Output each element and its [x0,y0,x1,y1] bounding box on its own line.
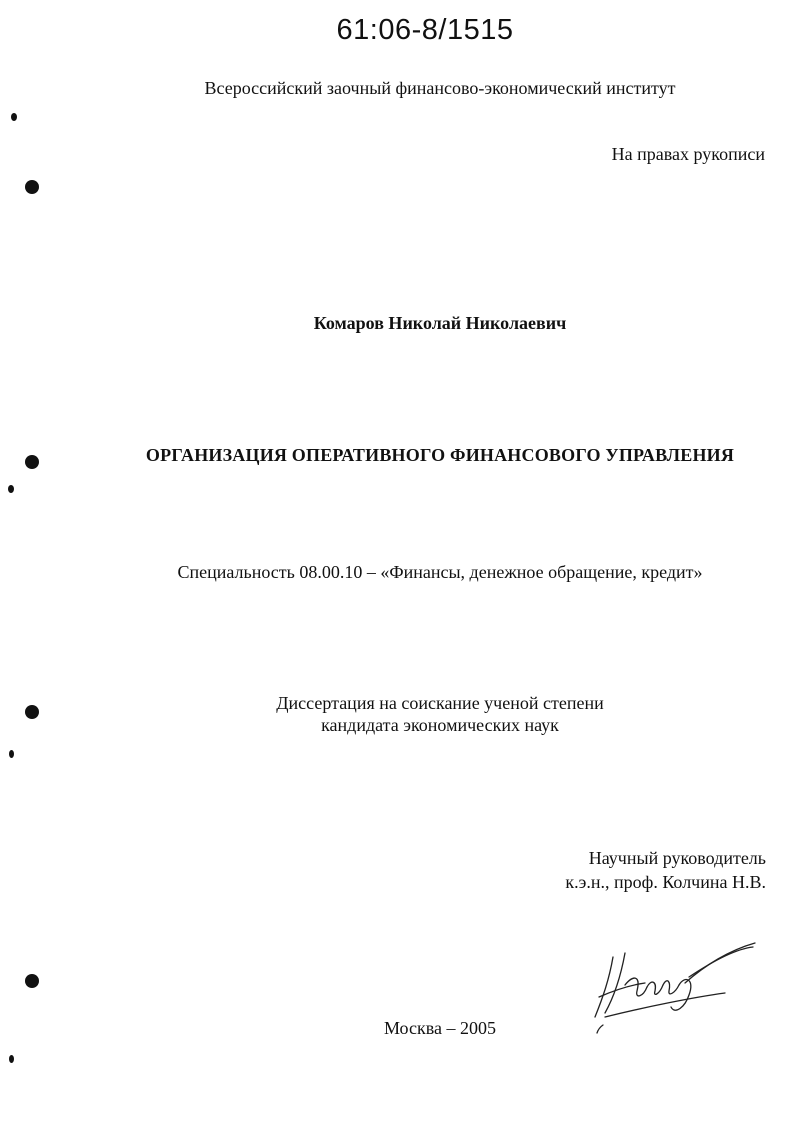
archive-stamp-number: 61:06-8/1515 [336,14,514,46]
supervisor-block [565,846,766,894]
supervisor-name: к.э.н., проф. Колчина Н.В. [565,872,766,892]
scan-mark-dot [9,1055,14,1063]
binding-hole-dot [25,974,39,988]
degree-line-2: кандидата экономических наук [321,715,559,735]
binding-hole-dot [25,705,39,719]
supervisor-role: Научный руководитель [588,848,766,868]
author-name: Комаров Николай Николаевич [313,313,567,333]
dissertation-title: ОРГАНИЗАЦИЯ ОПЕРАТИВНОГО ФИНАНСОВОГО УПРАВЛЕНИЯ [145,445,735,465]
binding-hole-dot [25,455,39,469]
binding-hole-dot [25,180,39,194]
specialty-line: Специальность 08.00.10 – «Финансы, денежное обращение, кредит» [177,562,703,582]
rights-notice: На правах рукописи [611,144,765,164]
scan-mark-dot [11,113,17,121]
scan-mark-dot [9,750,14,758]
degree-statement [0,692,797,736]
scan-mark-dot [8,485,14,493]
institute-name: Всероссийский заочный финансово-экономический институт [204,78,676,98]
city-and-year: Москва – 2005 [384,1018,496,1038]
degree-line-1: Диссертация на соискание ученой степени [276,693,604,713]
